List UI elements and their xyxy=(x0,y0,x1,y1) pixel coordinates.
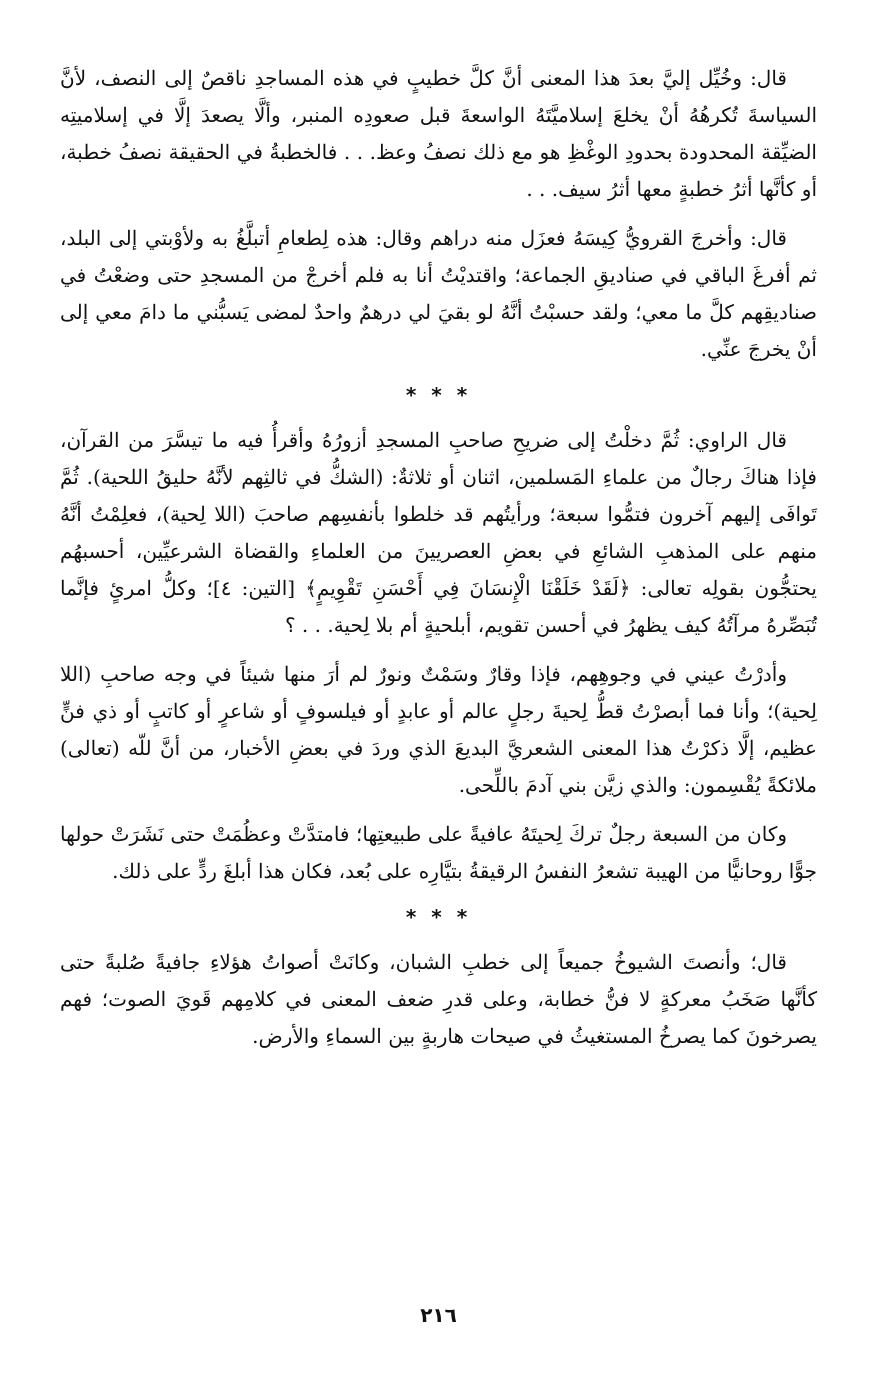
section-separator: * * * xyxy=(405,383,472,407)
paragraph-khatib: قال: وخُيِّل إليَّ بعدَ هذا المعنى أنَّ كلَّ خطيبٍ في هذه المساجدِ ناقصٌ إلى النصف، لأنَّ السياسةَ تُكرهُهُ أنْ يخلعَ إسلاميَّتَهُ الواسعةَ قبل صعودِه المنبر، وألَّا يصعدَ إلَّا في إسلاميتِه الضيِّقة المحدودة بحدودِ الوغْظِ هو مع ذلك نصفُ وعظ. . . فالخطبةُ في الحقيقة نصفُ خطبة، أو كأنَّها أثرُ خطبةٍ معها أثرُ سيف. . . xyxy=(60,66,817,201)
book-page xyxy=(60,60,817,1334)
section-separator: * * * xyxy=(405,905,472,929)
paragraph-qarawi: قال: وأخرجَ القرويُّ كِيسَهُ فعزَل منه دراهم وقال: هذه لِطعامِ أتبلَّغُ به ولأوْبتي إلى البلد، ثم أفرغَ الباقي في صناديقِ الجماعة؛ واقتديْتُ أنا به فلم أخرجْ من المسجدِ حتى وضعْتُ في صناديقِهم كلَّ ما معي؛ ولقد حسبْتُ أنَّهُ لو بقيَ لي درهمٌ واحدٌ لمضى يَسبُّني ما دامَ معي إلى أنْ يخرجَ عنِّي. xyxy=(60,226,817,361)
page-number: ٢١٦ xyxy=(420,1303,457,1327)
paragraph-shuyukh: قال؛ وأنصتَ الشيوخُ جميعاً إلى خطبِ الشبان، وكانَتْ أصواتُ هؤلاءِ جافيةً صُلبةً حتى كأنَّها صَخَبُ معركةٍ لا فنُّ خطابة، وعلى قدرِ ضعف المعنى في كلامِهم قَويَ الصوت؛ فهم يصرخونَ كما يصرخُ المستغيثُ في صيحات هاربةٍ بين السماءِ والأرض. xyxy=(60,950,817,1048)
paragraph-rawi: قال الراوي: ثُمَّ دخلْتُ إلى ضريحِ صاحبِ المسجدِ أزورُهُ وأقرأُ فيه ما تيسَّرَ من القرآن، فإذا هناكَ رجالٌ من علماءِ المَسلمين، اثنان أو ثلاثةٌ: (الشكُّ في ثالثِهم لأنَّهُ حليقُ اللحية). ثُمَّ تَوافَى إليهم آخرون فتمُّوا سبعة؛ ورأيتُهم قد خلطوا بأنفسِهم صاحبَ (اللا لِحية)، فعلِمْتُ أنَّهُ منهم على المذهبِ الشائعِ في بعضِ العصريينَ من العلماءِ والقضاة الشرعيِّين، أحسبهُم يحتجُّون بقولِه تعالى: ﴿لَقَدْ خَلَقْنَا الْإِنسَانَ فِي أَحْسَنِ تَقْوِيمٍ﴾ [التين: ٤]؛ وكلُّ امرئٍ فإنَّما تُبَصِّرهُ مرآتُهُ كيف يظهرُ في أحسن تقويم، أبلحيةٍ أم بلا لِحية. . . ؟ xyxy=(60,428,818,637)
paragraph-wujuh: وأدرْتُ عيني في وجوهِهم، فإذا وقارٌ وسَمْتٌ ونورٌ لم أرَ منها شيئاً في وجه صاحبِ (اللا لِحية)؛ وأنا فما أبصرْتُ قطُّ لِحيةَ رجلٍ عالم أو عابدٍ أو فيلسوفٍ أو شاعرٍ أو كاتبٍ أو ذي فنٍّ عظيم، إلَّا ذكرْتُ هذا المعنى الشعريَّ البديعَ الذي وردَ في بعضِ الأخبار، من أنَّ للّه (تعالى) ملائكةً يُقْسِمون: والذي زيَّن بني آدمَ باللِّحى. xyxy=(60,662,817,797)
paragraph-sabaa: وكان من السبعة رجلٌ تركَ لِحيتَهُ عافيةً على طبيعتِها؛ فامتدَّتْ وعظُمَتْ حتى نَشَرَتْ حولها جوًّا روحانيًّا من الهيبة تشعرُ النفسُ الرقيقةُ بتيَّارِه على بُعد، فكان هذا أبلغَ ردٍّ على ذلك. xyxy=(60,822,817,883)
